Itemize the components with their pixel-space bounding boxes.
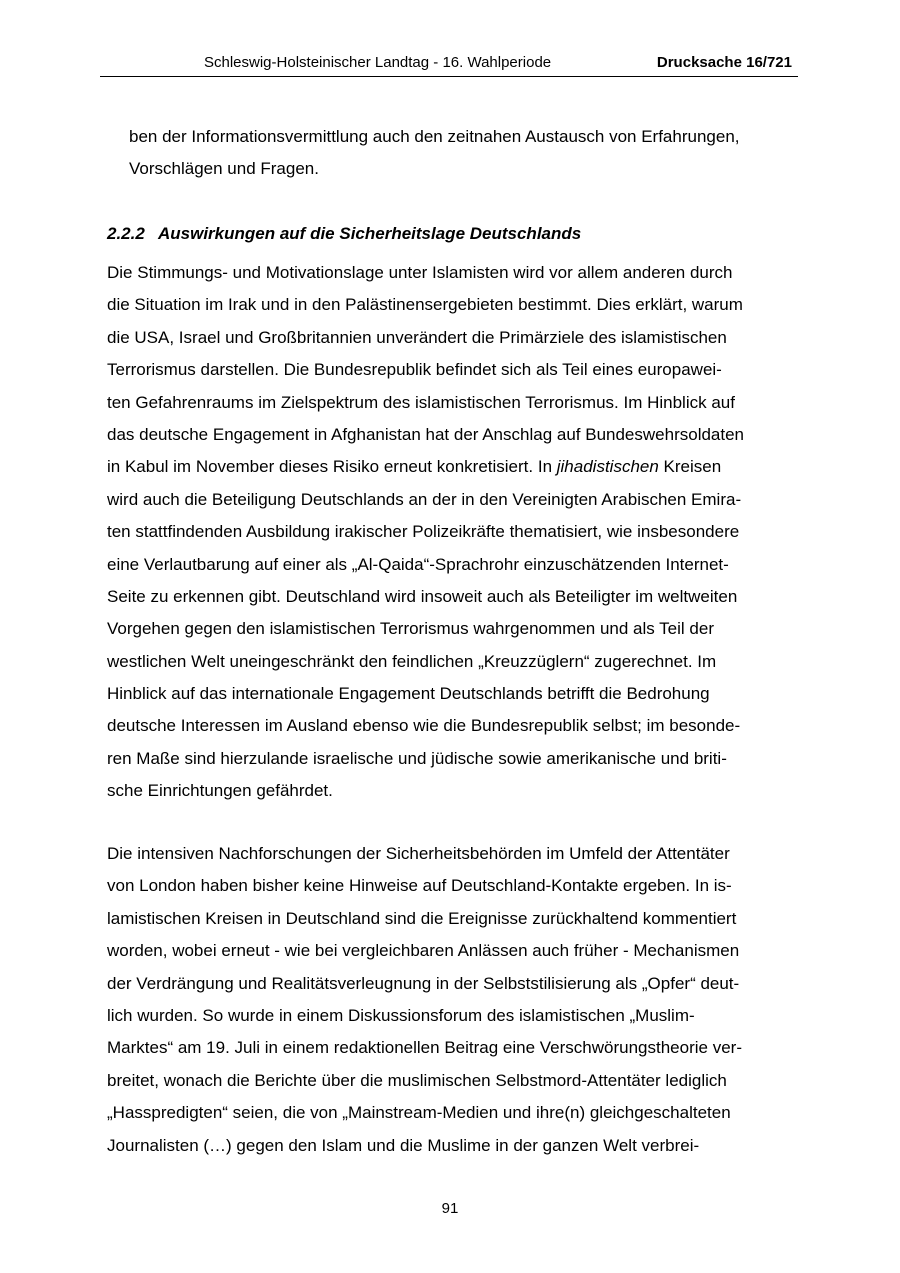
section-heading	[107, 221, 581, 247]
text-line: breitet, wonach die Berichte über die muslimischen Selbstmord-Attentäter lediglich	[107, 1070, 727, 1090]
text-segment: Kreisen	[658, 457, 722, 477]
text-line: der Verdrängung und Realitätsverleugnung in der Selbststilisierung als „Opfer“ deut-	[107, 973, 740, 993]
text-line: Marktes“ am 19. Juli in einem redaktionellen Beitrag eine Verschwörungstheorie ver-	[107, 1038, 742, 1058]
text-line: von London haben bisher keine Hinweise auf Deutschland-Kontakte ergeben. In is-	[107, 876, 732, 896]
text-line: Die Stimmungs- und Motivationslage unter Islamisten wird vor allem anderen durch	[107, 263, 733, 282]
text-segment: in Kabul im November dieses Risiko erneut konkretisiert. In	[107, 457, 557, 477]
page-number: 91	[441, 1200, 459, 1217]
text-line: lich wurden. So wurde in einem Diskussionsforum des islamistischen „Muslim-	[107, 1005, 695, 1025]
text-line: Hinblick auf das internationale Engagement Deutschlands betrifft die Bedrohung	[107, 684, 710, 704]
text-line: ren Maße sind hierzulande israelische und jüdische sowie amerikanische und briti-	[107, 748, 727, 768]
intro-paragraph	[129, 121, 799, 186]
text-line: Seite zu erkennen gibt. Deutschland wird insoweit auch als Beteiligter im weltweiten	[107, 586, 738, 606]
text-line: ben der Informationsvermittlung auch den zeitnahen Austausch von Erfahrungen,	[129, 127, 740, 146]
text-line: lamistischen Kreisen in Deutschland sind die Ereignisse zurückhaltend kommentiert	[107, 908, 737, 928]
text-line: die USA, Israel und Großbritannien unverändert die Primärziele des islamistischen	[107, 327, 727, 347]
header-title: Schleswig-Holsteinischer Landtag - 16. Wahlperiode	[204, 54, 552, 71]
page-header	[100, 52, 798, 74]
document-number: Drucksache 16/721	[656, 54, 792, 71]
text-line	[107, 451, 795, 483]
text-line: deutsche Interessen im Ausland ebenso wie die Bundesrepublik selbst; im besonde-	[107, 716, 741, 736]
section-title: Auswirkungen auf die Sicherheitslage Deutschlands	[158, 224, 582, 243]
text-line: wird auch die Beteiligung Deutschlands an der in den Vereinigten Arabischen Emira-	[107, 489, 742, 509]
text-line: die Situation im Irak und in den Palästinensergebieten bestimmt. Dies erklärt, warum	[107, 295, 743, 315]
text-line: ten stattfindenden Ausbildung irakischer Polizeikräfte thematisiert, wie insbesondere	[107, 522, 740, 542]
text-line: Vorschlägen und Fragen.	[129, 159, 319, 179]
paragraph-security-situation	[107, 257, 795, 808]
italic-term: jihadistischen	[556, 457, 659, 477]
text-line: „Hasspredigten“ seien, die von „Mainstream-Medien und ihre(n) gleichgeschalteten	[107, 1103, 731, 1123]
text-line: sche Einrichtungen gefährdet.	[107, 781, 333, 801]
text-line: Terrorismus darstellen. Die Bundesrepublik befindet sich als Teil eines europawei-	[107, 360, 722, 380]
paragraph-london-investigations	[107, 838, 795, 1162]
header-rule	[100, 76, 798, 77]
text-line: ten Gefahrenraums im Zielspektrum des islamistischen Terrorismus. Im Hinblick auf	[107, 392, 735, 412]
section-number: 2.2.2	[107, 224, 145, 243]
text-line: Vorgehen gegen den islamistischen Terrorismus wahrgenommen und als Teil der	[107, 619, 714, 639]
text-line: das deutsche Engagement in Afghanistan hat der Anschlag auf Bundeswehrsoldaten	[107, 424, 745, 444]
text-line: westlichen Welt uneingeschränkt den feindlichen „Kreuzzüglern“ zugerechnet. Im	[107, 651, 717, 671]
text-line: eine Verlautbarung auf einer als „Al-Qaida“-Sprachrohr einzuschätzenden Internet-	[107, 554, 729, 574]
text-line: Die intensiven Nachforschungen der Sicherheitsbehörden im Umfeld der Attentäter	[107, 844, 730, 863]
text-line: worden, wobei erneut - wie bei vergleichbaren Anlässen auch früher - Mechanismen	[107, 941, 740, 961]
text-line: Journalisten (…) gegen den Islam und die Muslime in der ganzen Welt verbrei-	[107, 1135, 700, 1155]
